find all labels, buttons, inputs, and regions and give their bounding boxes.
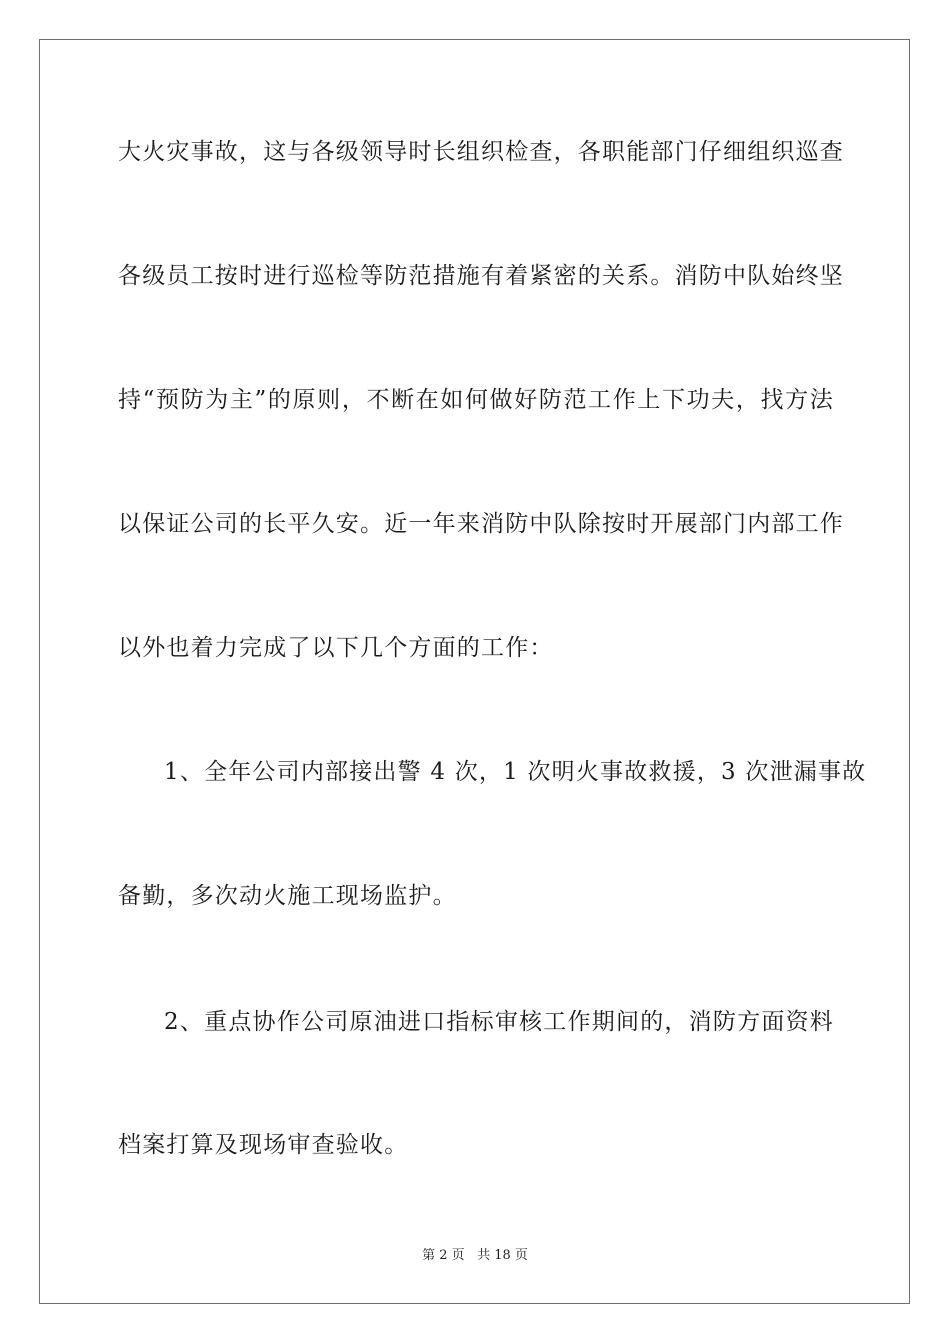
page-footer [0,1247,950,1265]
page-total: 共 18 页 [477,1248,528,1263]
list-item-line: 2、重点协作公司原油进口指标审核工作期间的，消防方面资料 [164,1009,834,1035]
list-item-line: 档案打算及现场审查验收。 [118,1132,409,1158]
page-number: 第 2 页 [422,1248,465,1263]
paragraph-line: 大火灾事故，这与各级领导时长组织检查，各职能部门仔细组织巡查 [118,139,844,165]
page-border [39,39,910,1304]
paragraph-line: 各级员工按时进行巡检等防范措施有着紧密的关系。消防中队始终坚 [118,263,844,289]
list-item-line: 备勤，多次动火施工现场监护。 [118,883,457,909]
paragraph-line: 持“预防为主”的原则，不断在如何做好防范工作上下功夫，找方法 [118,387,834,413]
paragraph-line: 以外也着力完成了以下几个方面的工作： [118,635,554,661]
paragraph-line: 以保证公司的长平久安。近一年来消防中队除按时开展部门内部工作 [118,511,844,537]
list-item-line: 1、全年公司内部接出警 4 次，1 次明火事故救援，3 次泄漏事故 [164,759,867,785]
